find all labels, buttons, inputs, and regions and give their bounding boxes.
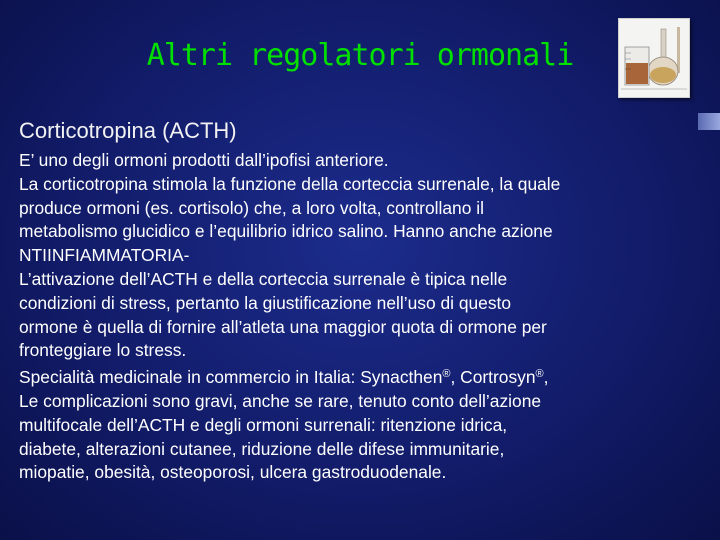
body-line: fronteggiare lo stress. xyxy=(19,340,187,361)
body-line: NTIINFIAMMATORIA- xyxy=(19,245,190,266)
body-line: Le complicazioni sono gravi, anche se rare, tenuto conto dell’azione xyxy=(19,390,542,411)
specialty-prefix: Specialità medicinale in commercio in Italia: Synacthen xyxy=(19,367,443,388)
body-line: condizioni di stress, pertanto la giustificazione nell’uso di questo xyxy=(19,292,512,313)
body-line: E’ uno degli ormoni prodotti dall’ipofisi anteriore. xyxy=(19,150,389,170)
body-line: miopatie, obesità, osteoporosi, ulcera gastroduodenale. xyxy=(19,462,447,483)
lab-glassware-icon xyxy=(618,18,690,98)
body-line: L’attivazione dell’ACTH e della corteccia surrenale è tipica nelle xyxy=(19,268,508,289)
body-line: metabolismo glucidico e l’equilibrio idrico salino. Hanno anche azione xyxy=(19,221,553,242)
body-line: diabete, alterazioni cutanee, riduzione delle difese immunitarie, xyxy=(19,438,505,459)
body-text xyxy=(19,149,719,485)
body-line: La corticotropina stimola la funzione della corteccia surrenale, la quale xyxy=(19,173,561,194)
specialty-middle: , Cortrosyn xyxy=(450,367,536,388)
specialty-suffix: , xyxy=(543,367,549,388)
body-line: produce ormoni (es. cortisolo) che, a loro volta, controllano il xyxy=(19,197,484,218)
body-line: multifocale dell’ACTH e degli ormoni surrenali: ritenzione idrica, xyxy=(19,414,508,435)
registered-mark: ® xyxy=(535,368,544,381)
specialty-line xyxy=(19,363,719,390)
slide-title: Altri regolatori ormonali xyxy=(146,38,574,73)
body-line: ormone è quella di fornire all’atleta una maggior quota di ormone per xyxy=(19,316,547,337)
slide-subtitle: Corticotropina (ACTH) xyxy=(19,118,237,143)
slide-edge-marker xyxy=(698,113,720,130)
registered-mark: ® xyxy=(442,368,451,381)
